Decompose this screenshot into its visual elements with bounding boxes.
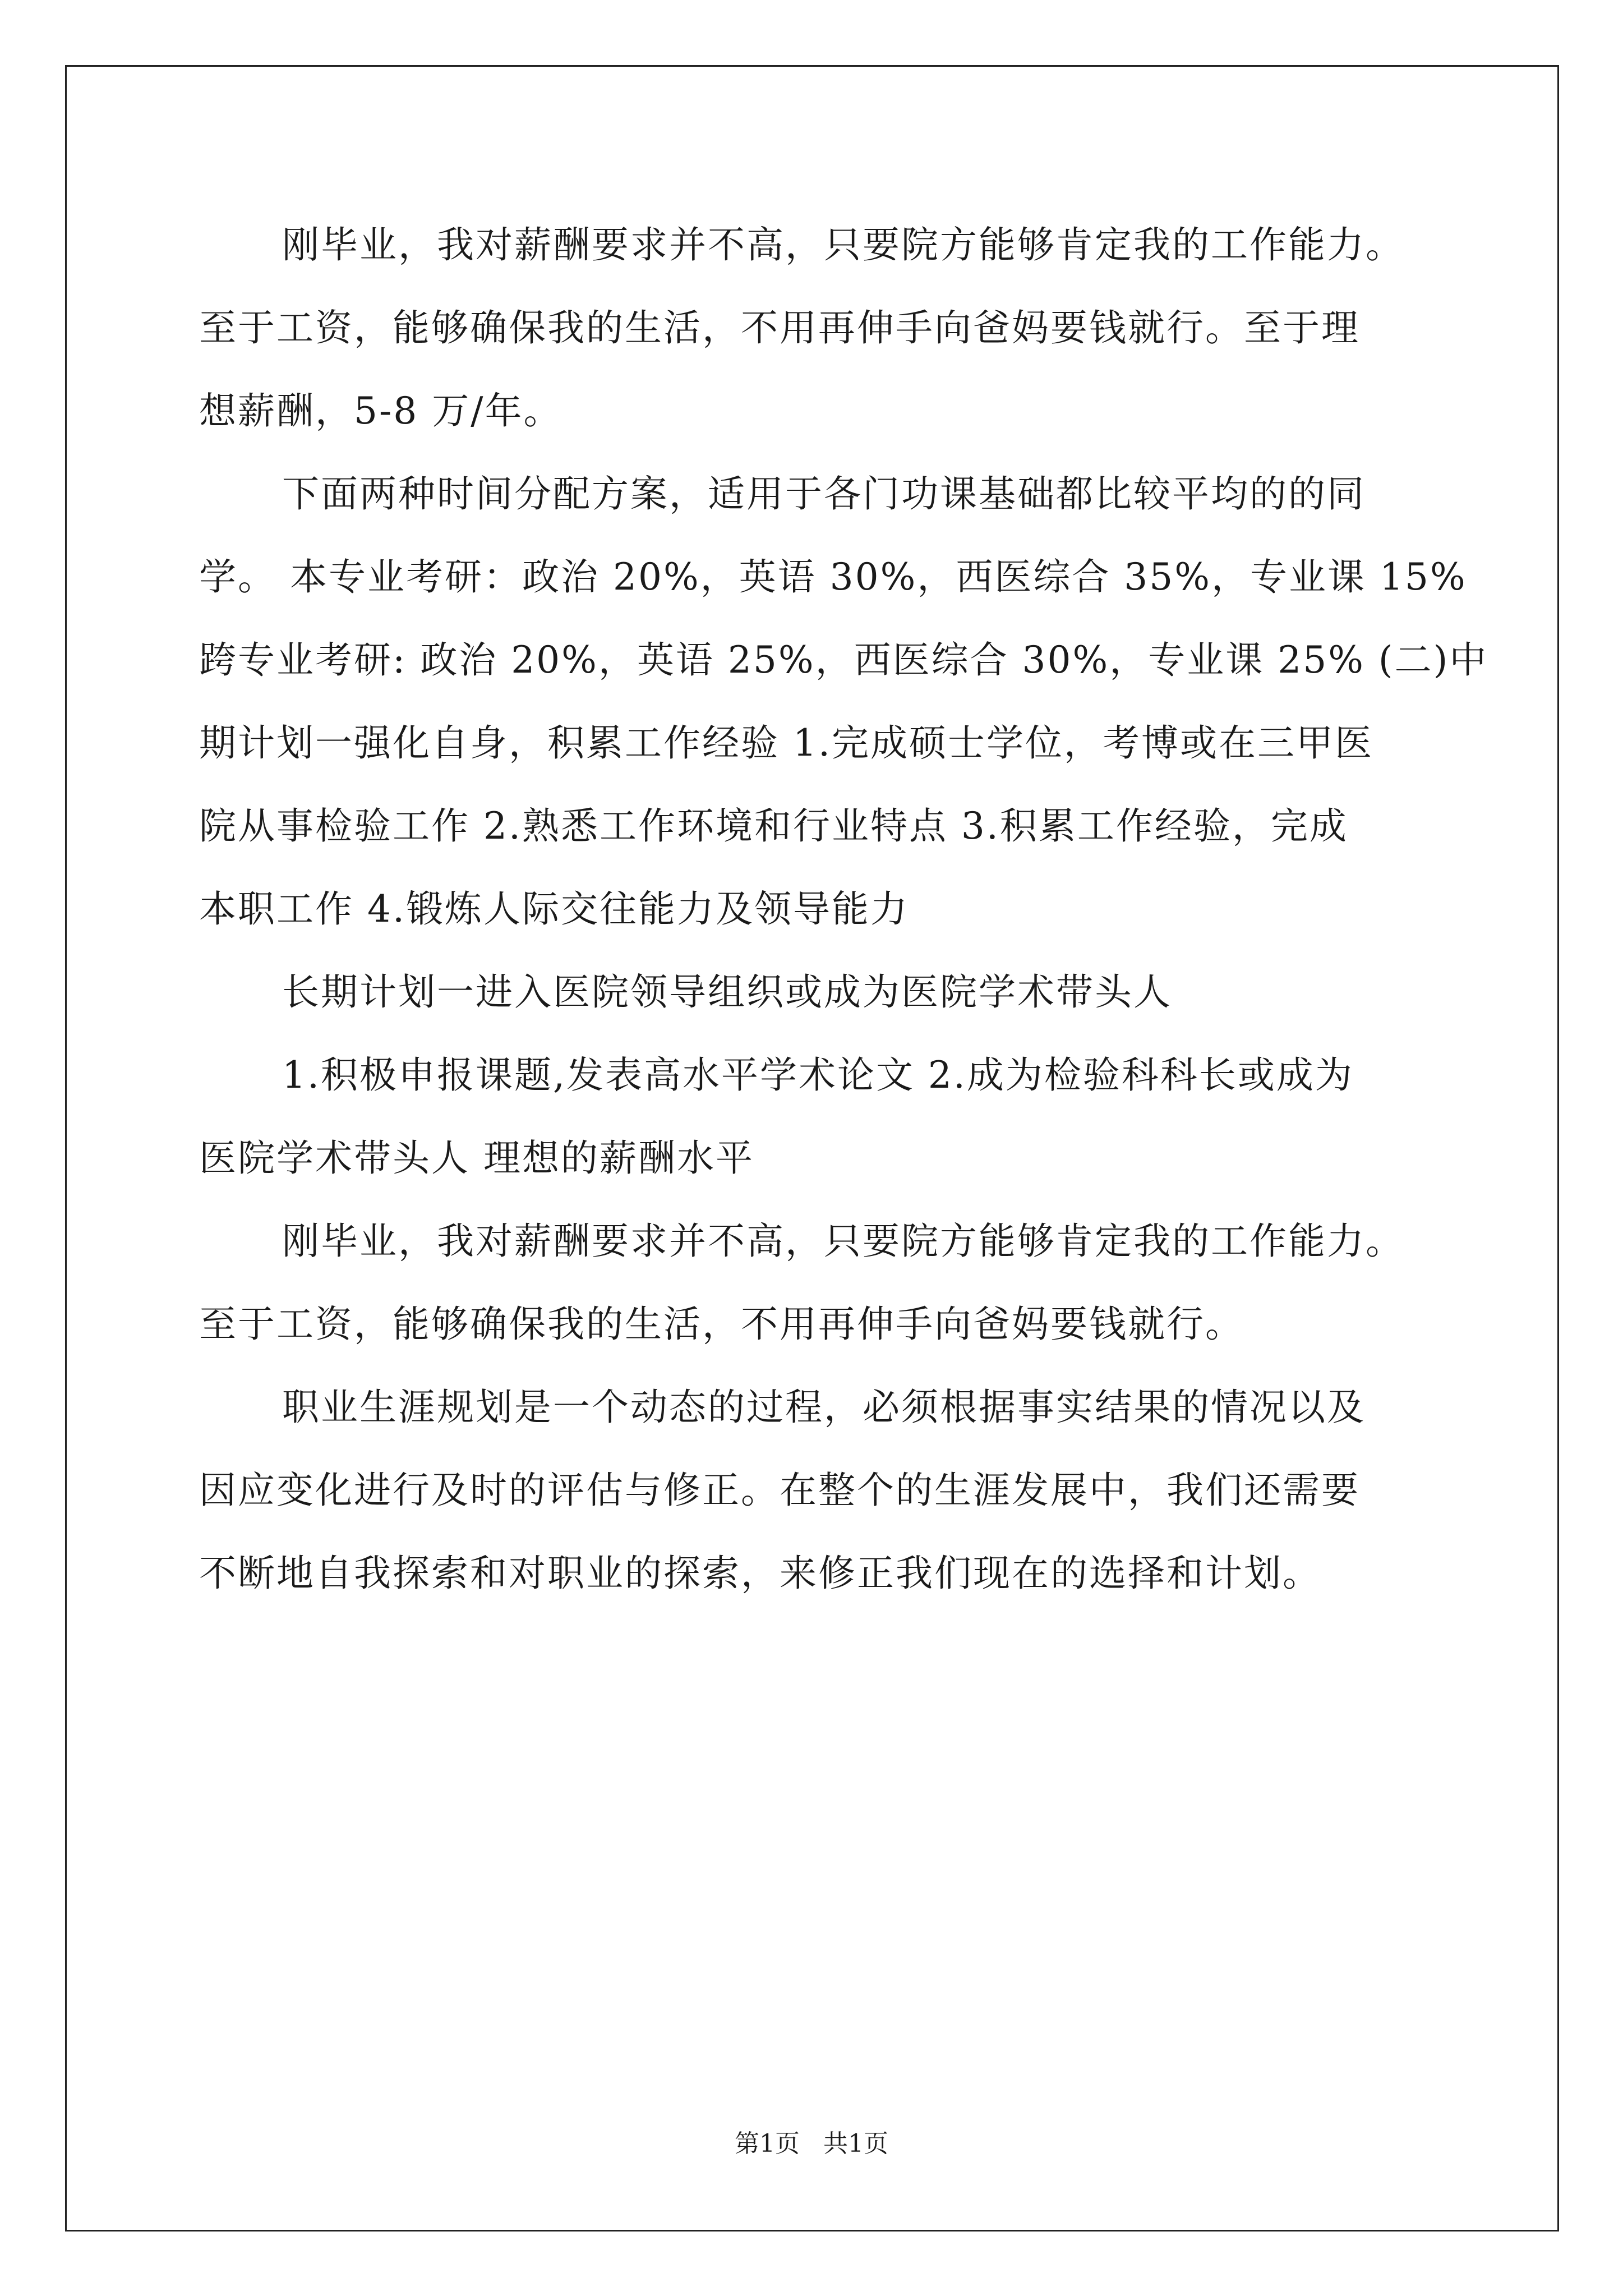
text-line: 刚毕业，我对薪酬要求并不高，只要院方能够肯定我的工作能力。 [282, 223, 1404, 266]
text-line: 本职工作 4.锻炼人际交往能力及领导能力 [199, 887, 909, 931]
text-line: 院从事检验工作 2.熟悉工作环境和行业特点 3.积累工作经验，完成 [199, 804, 1348, 848]
text-line: 至于工资，能够确保我的生活，不用再伸手向爸妈要钱就行。 [199, 1303, 1244, 1346]
text-line: 期计划一强化自身，积累工作经验 1.完成硕士学位，考博或在三甲医 [199, 721, 1373, 765]
text-line: 长期计划一进入医院领导组织或成为医院学术带头人 [282, 970, 1172, 1014]
text-line: 想薪酬，5-8 万/年。 [199, 389, 562, 432]
text-line: 1.积极申报课题,发表高水平学术论文 2.成为检验科科长或成为 [282, 1053, 1354, 1097]
text-line: 职业生涯规划是一个动态的过程，必须根据事实结果的情况以及 [282, 1386, 1366, 1429]
page-footer: 第1页 共1页 [735, 2129, 888, 2158]
text-line: 学。 本专业考研：政治 20%，英语 30%，西医综合 35%，专业课 15% [199, 555, 1467, 599]
text-line: 至于工资，能够确保我的生活，不用再伸手向爸妈要钱就行。至于理 [199, 306, 1360, 349]
text-line: 下面两种时间分配方案，适用于各门功课基础都比较平均的的同 [282, 472, 1366, 516]
text-line: 刚毕业，我对薪酬要求并不高，只要院方能够肯定我的工作能力。 [282, 1220, 1404, 1263]
text-line: 因应变化进行及时的评估与修正。在整个的生涯发展中，我们还需要 [199, 1469, 1360, 1512]
text-line: 医院学术带头人 理想的薪酬水平 [199, 1137, 754, 1180]
document-body [199, 204, 1488, 1615]
text-line: 跨专业考研: 政治 20%，英语 25%，西医综合 30%，专业课 25% (二)中 [199, 638, 1488, 682]
text-line: 不断地自我探索和对职业的探索，来修正我们现在的选择和计划。 [199, 1552, 1321, 1595]
